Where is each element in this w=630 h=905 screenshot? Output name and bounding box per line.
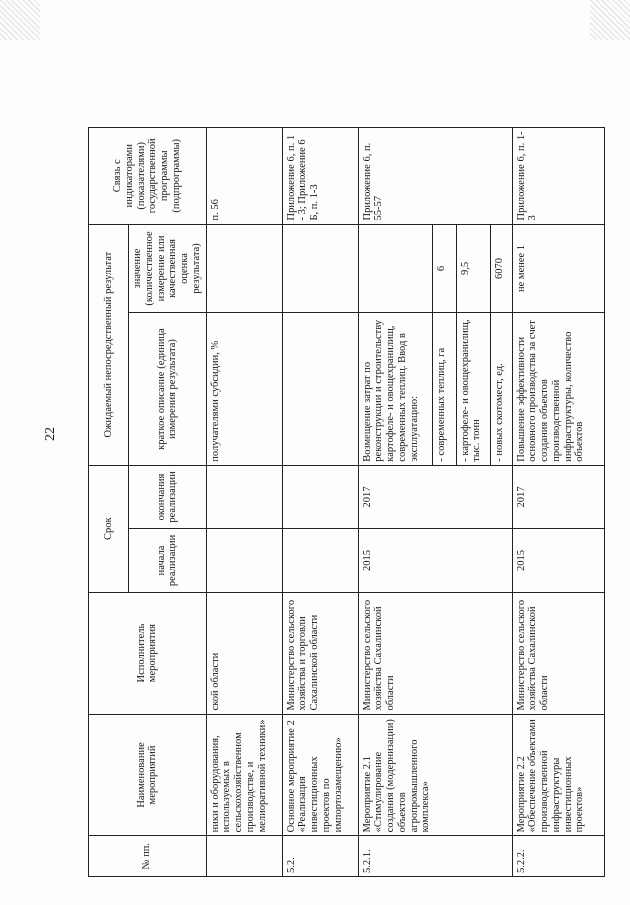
cell-executor: Министерство сельского хозяйства и торговли Сахалинской области [282, 592, 358, 714]
header-expected-desc: краткое описание (единица измерения результата) [129, 313, 207, 465]
cell-executor: Министерство сельского хозяйства Сахалинской области [358, 592, 512, 714]
cell-start: 2015 [512, 529, 604, 592]
header-name: Наименование мероприятий [89, 714, 207, 836]
cell-sub-value: 6 [432, 224, 456, 313]
header-link: Связь с индикаторами (показателями) государственной программы (подпрограммы) [89, 128, 207, 225]
header-expected: Ожидаемый непосредственный результат [89, 224, 129, 465]
cell-end [206, 465, 282, 528]
cell-sub-value: 9,5 [456, 224, 490, 313]
activities-table [88, 127, 605, 877]
rotated-table-sheet [88, 127, 586, 877]
scan-smudge [590, 0, 630, 40]
cell-link: п. 56 [206, 128, 282, 225]
cell-value: не менее 1 [512, 224, 604, 313]
cell-link: Приложение 6, п. 1-3 [512, 128, 604, 225]
cell-value [206, 224, 282, 313]
cell-start [206, 529, 282, 592]
cell-name: Мероприятие 2.2 «Обеспечение объектами производственной инфраструктуры инвестиционных проектов» [512, 714, 604, 836]
scan-smudge [0, 0, 40, 40]
cell-end: 2017 [512, 465, 604, 528]
cell-num [206, 836, 282, 877]
cell-link: Приложение 6, п. 55-57 [358, 128, 512, 225]
cell-link: Приложение 6, п. 1 - 3; Приложение 6 Б, п. 1-3 [282, 128, 358, 225]
cell-desc [282, 313, 358, 465]
header-executor: Исполнитель мероприятия [89, 592, 207, 714]
table-row [206, 128, 282, 877]
header-expected-value: значение (количественное измерение или качественная оценка результата) [129, 224, 207, 313]
cell-desc: Возмещение затрат по реконструкции и строительству картофеле- и овощехранилищ, современных теплиц. Ввод в эксплуатацию: [358, 313, 432, 465]
cell-num: 5.2. [282, 836, 358, 877]
cell-name: ники и оборудования, используемых в сельскохозяйственном производстве, и мелиоративной техники» [206, 714, 282, 836]
header-term: Срок [89, 465, 129, 592]
cell-end [282, 465, 358, 528]
cell-name: Основное мероприятие 2 «Реализация инвестиционных проектов по импортозамещению» [282, 714, 358, 836]
header-term-end: окончания реализации [129, 465, 207, 528]
cell-executor: ской области [206, 592, 282, 714]
table-row [358, 128, 432, 877]
cell-desc: Повышение эффективности основного производства за счет создания объектов производственной инфраструктуры, количество объектов [512, 313, 604, 465]
cell-end: 2017 [358, 465, 512, 528]
page-number: 22 [43, 427, 58, 441]
cell-value [282, 224, 358, 313]
table-row [512, 128, 604, 877]
cell-start [282, 529, 358, 592]
header-num: № пп. [89, 836, 207, 877]
cell-start: 2015 [358, 529, 512, 592]
cell-executor: Министерство сельского хозяйства Сахалинской области [512, 592, 604, 714]
cell-sub-value: 6070 [490, 224, 512, 313]
header-term-start: начала реализации [129, 529, 207, 592]
table-row [282, 128, 358, 877]
cell-sub-desc: - современных теплиц, га [432, 313, 456, 465]
cell-sub-desc: - картофеле- и овощехранилищ, тыс. тонн [456, 313, 490, 465]
cell-sub-desc: - новых скотомест, ед. [490, 313, 512, 465]
cell-num: 5.2.1. [358, 836, 512, 877]
cell-desc: получателями субсидии, % [206, 313, 282, 465]
cell-value [358, 224, 432, 313]
cell-name: Мероприятие 2.1 «Стимулирование создания (модернизации) объектов агропромышленного комплекса» [358, 714, 512, 836]
cell-num: 5.2.2. [512, 836, 604, 877]
